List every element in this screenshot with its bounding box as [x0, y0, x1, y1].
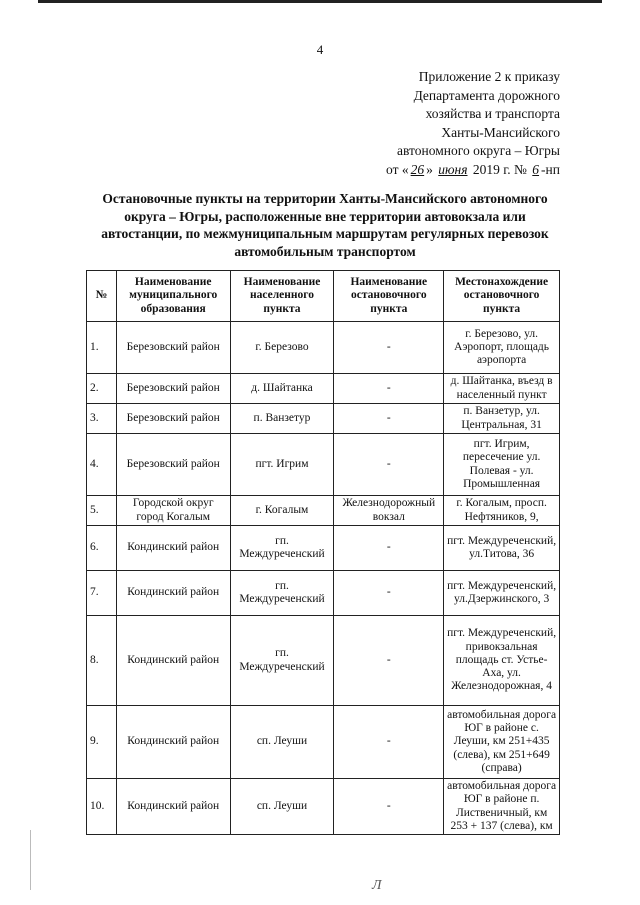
stops-table — [86, 270, 560, 835]
municipality-cell: Кондинский район — [116, 571, 230, 616]
appendix-line-1: Приложение 2 к приказу — [418, 69, 560, 84]
stop-location-cell: г. Когалым, просп. Нефтяников, 9, — [444, 496, 560, 526]
row-number: 4. — [87, 434, 117, 496]
table-header-row — [87, 271, 560, 322]
stop-name-cell: - — [334, 616, 444, 706]
row-number: 7. — [87, 571, 117, 616]
stop-name-cell: Железнодорожный вокзал — [334, 496, 444, 526]
row-number: 8. — [87, 616, 117, 706]
handwritten-order-number: 6 — [532, 161, 540, 177]
top-border-line — [38, 0, 602, 3]
row-number: 1. — [87, 322, 117, 374]
stop-name-cell: - — [334, 404, 444, 434]
row-number: 6. — [87, 526, 117, 571]
municipality-cell: Кондинский район — [116, 526, 230, 571]
appendix-header — [386, 68, 560, 179]
municipality-cell: Городской округ город Когалым — [116, 496, 230, 526]
appendix-line-3: хозяйства и транспорта — [425, 106, 560, 121]
stop-name-cell: - — [334, 322, 444, 374]
municipality-cell: Березовский район — [116, 322, 230, 374]
order-date-line — [386, 161, 560, 180]
table-row — [87, 526, 560, 571]
table-row — [87, 779, 560, 835]
settlement-cell: сп. Леуши — [230, 706, 334, 779]
stop-location-cell: автомобильная дорога ЮГ в районе п. Лиственичный, км 253 + 137 (слева), км — [444, 779, 560, 835]
municipality-cell: Березовский район — [116, 434, 230, 496]
row-number: 3. — [87, 404, 117, 434]
row-number: 10. — [87, 779, 117, 835]
municipality-cell: Кондинский район — [116, 616, 230, 706]
date-prefix: от « — [386, 161, 409, 177]
table-row — [87, 571, 560, 616]
header-number: № — [87, 271, 117, 322]
table-row — [87, 434, 560, 496]
date-year: 2019 г. № — [472, 161, 527, 177]
stop-location-cell: пгт. Междуреченский, ул.Дзержинского, 3 — [444, 571, 560, 616]
signature-mark: Л — [372, 878, 382, 893]
row-number: 5. — [87, 496, 117, 526]
settlement-cell: пгт. Игрим — [230, 434, 334, 496]
settlement-cell: гп. Междуреченский — [230, 526, 334, 571]
municipality-cell: Березовский район — [116, 404, 230, 434]
stop-location-cell: пгт. Междуреченский, привокзальная площадь ст. Устье-Аха, ул. Железнодорожная, 4 — [444, 616, 560, 706]
stop-name-cell: - — [334, 374, 444, 404]
row-number: 2. — [87, 374, 117, 404]
table-row — [87, 496, 560, 526]
stop-location-cell: пгт. Игрим, пересечение ул. Полевая - ул. Промышленная — [444, 434, 560, 496]
stop-location-cell: п. Ванзетур, ул. Центральная, 31 — [444, 404, 560, 434]
settlement-cell: г. Березово — [230, 322, 334, 374]
row-number: 9. — [87, 706, 117, 779]
appendix-line-4: Ханты-Мансийского — [441, 124, 560, 140]
stop-location-cell: автомобильная дорога ЮГ в районе с. Леуши, км 251+435 (слева), км 251+649 (справа) — [444, 706, 560, 779]
header-stop-location: Местонахождение остановочного пункта — [444, 271, 560, 322]
settlement-cell: п. Ванзетур — [230, 404, 334, 434]
table-row — [87, 374, 560, 404]
municipality-cell: Березовский район — [116, 374, 230, 404]
stop-location-cell: пгт. Междуреченский, ул.Титова, 36 — [444, 526, 560, 571]
handwritten-month: июня — [438, 161, 468, 177]
order-suffix: -нп — [541, 161, 560, 177]
stop-name-cell: - — [334, 526, 444, 571]
header-stop-name: Наименование остановочного пункта — [334, 271, 444, 322]
stop-location-cell: г. Березово, ул. Аэропорт, площадь аэропорта — [444, 322, 560, 374]
table-row — [87, 404, 560, 434]
municipality-cell: Кондинский район — [116, 706, 230, 779]
table-row — [87, 322, 560, 374]
stop-location-cell: д. Шайтанка, въезд в населенный пункт — [444, 374, 560, 404]
header-settlement: Наименование населенного пункта — [230, 271, 334, 322]
settlement-cell: гп. Междуреченский — [230, 616, 334, 706]
page-number: 4 — [316, 42, 324, 57]
table-row — [87, 616, 560, 706]
municipality-cell: Кондинский район — [116, 779, 230, 835]
header-municipality: Наименование муниципального образования — [116, 271, 230, 322]
stop-name-cell: - — [334, 779, 444, 835]
document-title: Остановочные пункты на территории Ханты-Мансийского автономного округа – Югры, расположенные вне территории автовокзала или автостанции, по межмуниципальным маршрутам регулярных перевозок автомобильным транспортом — [101, 191, 549, 259]
settlement-cell: сп. Леуши — [230, 779, 334, 835]
appendix-line-5: автономного округа – Югры — [397, 143, 560, 158]
date-mid: » — [426, 161, 433, 177]
stop-name-cell: - — [334, 571, 444, 616]
scan-margin-mark — [30, 830, 31, 890]
stop-name-cell: - — [334, 434, 444, 496]
table-row — [87, 706, 560, 779]
settlement-cell: гп. Междуреченский — [230, 571, 334, 616]
appendix-line-2: Департамента дорожного — [413, 87, 560, 103]
settlement-cell: д. Шайтанка — [230, 374, 334, 404]
settlement-cell: г. Когалым — [230, 496, 334, 526]
handwritten-day: 26 — [410, 161, 425, 177]
stop-name-cell: - — [334, 706, 444, 779]
